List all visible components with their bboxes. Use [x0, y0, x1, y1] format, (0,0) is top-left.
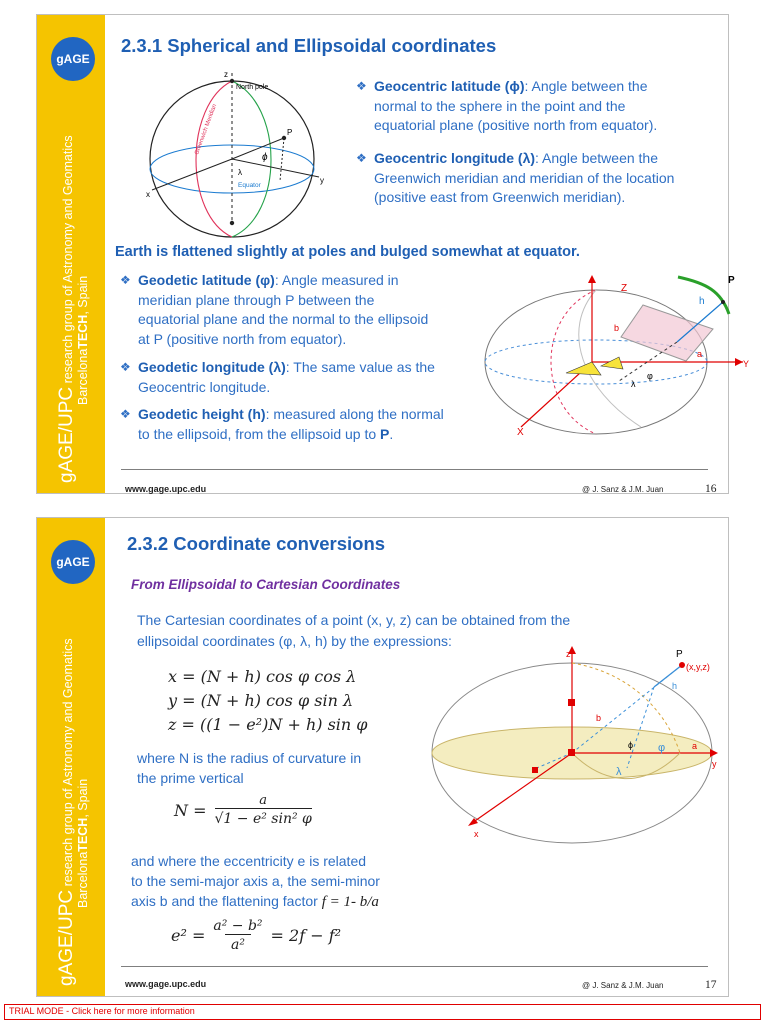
footer-credit: @ J. Sanz & J.M. Juan: [582, 981, 664, 990]
side-bar: [37, 518, 105, 996]
diamond-bullet-icon: ❖: [120, 407, 131, 421]
equator-label: Equator: [238, 182, 261, 189]
fig-b-label: b: [596, 713, 602, 723]
footer-url[interactable]: www.gage.upc.edu: [125, 484, 207, 494]
side-bar-caption: gAGE/UPC research group of Astronomy and Geomatics BarcelonaTECH, Spain: [56, 638, 90, 986]
ellipsoid-p-label: P: [728, 275, 735, 286]
sphere-lambda-label: λ: [238, 168, 242, 177]
side-bar: [37, 15, 105, 493]
ellipsoid-x-label: X: [517, 427, 524, 438]
north-pole-label: North pole: [236, 84, 269, 91]
slide-title: 2.3.1 Spherical and Ellipsoidal coordinates: [121, 35, 497, 56]
side-bar-caption: gAGE/UPC research group of Astronomy and Geomatics BarcelonaTECH, Spain: [56, 135, 90, 483]
flattened-statement: Earth is flattened slightly at poles and bulged somewhat at equator.: [115, 244, 580, 260]
fig-lambda-label: λ: [616, 766, 622, 778]
trial-mode-banner[interactable]: [4, 1004, 761, 1020]
ellipsoid-figure: [481, 269, 750, 439]
diamond-bullet-icon: ❖: [356, 79, 367, 93]
meridian-label: Greenwich Meridian: [194, 103, 219, 156]
conversion-figure: [422, 643, 722, 863]
page-number: 16: [705, 483, 717, 495]
footer-rule: [121, 966, 708, 967]
slide-17: [36, 517, 729, 997]
ellipsoid-a-label: a: [697, 349, 703, 359]
gage-logo: gAGE: [51, 37, 95, 81]
ellipsoid-h-label: h: [699, 296, 705, 307]
footer-credit: @ J. Sanz & J.M. Juan: [582, 485, 664, 494]
equation-x: x = (N + h) cos φ cos λ: [168, 667, 357, 686]
equation-e2: e² = $\frac{\text{a² − b²}}{\text{a²}}$ = 2f − f²: [171, 918, 342, 953]
ellipsoid-y-label: Y: [743, 359, 750, 369]
cartesian-equations: [168, 665, 368, 737]
sphere-p-label: P: [287, 128, 293, 137]
intro-paragraph: The Cartesian coordinates of a point (x, y, z) can be obtained from the ellipsoidal coordinates (φ, λ, h) by the expressions:: [137, 612, 571, 649]
side-bar-brand: gAGE/UPC: [56, 889, 77, 986]
diamond-bullet-icon: ❖: [356, 151, 367, 165]
slide-16: [36, 14, 750, 495]
bullet-geocentric-longitude: ❖ Geocentric longitude (λ): Angle between the Greenwich meridian and meridian of the location (positive east from Greenwich meridian).: [356, 150, 675, 205]
slide-subtitle: From Ellipsoidal to Cartesian Coordinates: [131, 577, 401, 592]
ellipsoid-z-label: Z: [621, 283, 628, 294]
side-bar-group: research group of Astronomy and Geomatics: [61, 135, 75, 387]
diamond-bullet-icon: ❖: [120, 273, 131, 287]
ellipsoid-lambda-label: λ: [631, 379, 636, 389]
fig-a-label: a: [692, 741, 698, 751]
diamond-bullet-icon: ❖: [120, 360, 131, 374]
ellipsoid-phi-label: φ: [647, 371, 653, 381]
trial-mode-link[interactable]: TRIAL MODE - Click here for more information: [9, 1006, 195, 1016]
equation-y: y = (N + h) cos φ sin λ: [168, 691, 354, 710]
radius-paragraph: where N is the radius of curvature in the prime vertical: [137, 750, 362, 786]
sphere-x-label: x: [146, 190, 150, 199]
sphere-y-label: y: [320, 176, 324, 185]
fig-y-label: y: [712, 759, 717, 769]
fig-phi2-label: φ: [658, 742, 666, 754]
eccentricity-paragraph: and where the eccentricity e is related to the semi-major axis a, the semi-minor axis b and the flattening factor f = 1- b/a: [131, 853, 380, 910]
equation-N: N = $\frac{a}{\text{√1 − e² sin² φ}}$: [174, 793, 312, 827]
fig-h-label: h: [672, 681, 678, 691]
gage-logo: gAGE: [51, 540, 95, 584]
fig-x-label: x: [474, 829, 479, 839]
fig-phi1-label: ϕ: [628, 740, 634, 750]
equation-z: z = ((1 − e²)N + h) sin φ: [168, 715, 368, 734]
bullet-geodetic-latitude: ❖ Geodetic latitude (φ): Angle measured in meridian plane through P between the equatorial plane and the normal to the ellipsoid at P (positive north from equator).: [120, 272, 429, 347]
bullet-geodetic-longitude: ❖ Geodetic longitude (λ): The same value as the Geocentric longitude.: [120, 359, 435, 395]
ellipsoid-b-label: b: [614, 323, 620, 333]
sphere-figure: [134, 65, 346, 240]
side-bar-brand: gAGE/UPC: [56, 386, 77, 483]
sphere-z-label: z: [224, 70, 228, 79]
slide-title: 2.3.2 Coordinate conversions: [127, 533, 386, 554]
bullet-geodetic-height: ❖ Geodetic height (h): measured along the normal to the ellipsoid, from the ellipsoid up to P.: [120, 406, 444, 442]
footer-rule: [121, 469, 708, 470]
fig-z-label: z: [566, 649, 571, 659]
bullet-geocentric-latitude: ❖ Geocentric latitude (ϕ): Angle between the normal to the sphere in the point and the equatorial plane (positive north from equator).: [356, 78, 658, 133]
fig-xyz-label: (x,y,z): [686, 662, 710, 672]
fig-p-label: P: [676, 649, 683, 660]
sphere-phi-label: ϕ: [262, 152, 268, 163]
page-number: 17: [705, 979, 717, 991]
footer-url[interactable]: www.gage.upc.edu: [125, 979, 207, 989]
side-bar-group: research group of Astronomy and Geomatics: [61, 638, 75, 890]
